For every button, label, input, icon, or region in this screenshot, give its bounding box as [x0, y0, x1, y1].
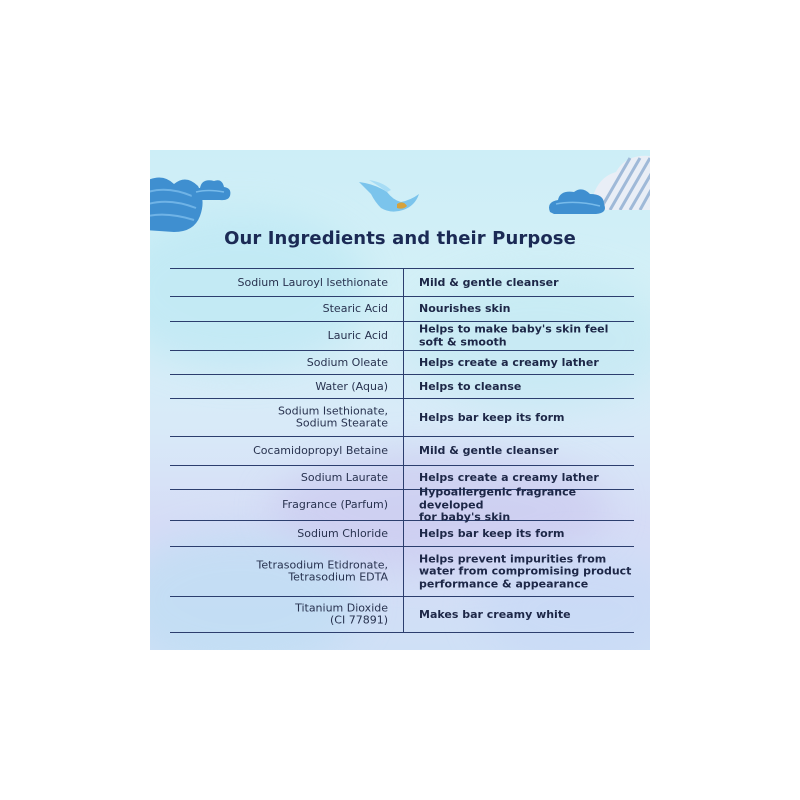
dove-bird-icon: [357, 180, 421, 214]
ingredient-purpose: Helps to make baby's skin feel soft & smooth: [419, 322, 609, 348]
column-divider: [403, 351, 404, 374]
ingredient-purpose: Hypoallergenic fragrance developed for baby's skin: [419, 485, 577, 524]
ingredient-name: Sodium Laurate: [300, 470, 388, 484]
ingredient-name: Titanium Dioxide (CI 77891): [295, 601, 388, 627]
ingredient-purpose: Nourishes skin: [419, 301, 511, 315]
ingredient-purpose: Mild & gentle cleanser: [419, 275, 559, 289]
table-row: [170, 547, 634, 597]
ingredient-purpose: Helps bar keep its form: [419, 410, 565, 424]
ingredient-purpose: Helps prevent impurities from water from compromising product performance & appearance: [419, 551, 632, 590]
ingredient-name: Sodium Isethionate, Sodium Stearate: [277, 404, 388, 430]
ingredient-purpose: Helps create a creamy lather: [419, 470, 599, 484]
ingredient-name: Fragrance (Parfum): [282, 497, 388, 511]
ingredient-purpose: Helps to cleanse: [419, 379, 522, 393]
ingredient-name: Lauric Acid: [327, 328, 388, 342]
table-row: [170, 485, 634, 524]
column-divider: [403, 375, 404, 398]
table-row: [170, 375, 634, 399]
ingredient-name: Sodium Oleate: [306, 355, 388, 369]
table-row: [170, 437, 634, 466]
ingredient-name: Cocamidopropyl Betaine: [253, 443, 388, 457]
ingredient-name: Sodium Chloride: [297, 526, 388, 540]
ingredient-purpose: Mild & gentle cleanser: [419, 443, 559, 457]
table-row: [170, 351, 634, 375]
column-divider: [403, 466, 404, 489]
column-divider: [403, 399, 404, 436]
ingredient-purpose: Helps create a creamy lather: [419, 355, 599, 369]
column-divider: [403, 322, 404, 350]
column-divider: [403, 269, 404, 296]
table-row: [170, 297, 634, 322]
ingredient-purpose: Helps bar keep its form: [419, 526, 565, 540]
table-row: [170, 521, 634, 547]
table-row: [170, 269, 634, 297]
page-title: Our Ingredients and their Purpose: [224, 228, 576, 249]
column-divider: [403, 297, 404, 321]
column-divider: [403, 547, 404, 596]
ingredient-purpose: Makes bar creamy white: [419, 607, 571, 621]
ingredient-name: Sodium Lauroyl Isethionate: [237, 275, 388, 289]
table-row: [170, 322, 634, 351]
column-divider: [403, 490, 404, 520]
ingredient-name: Water (Aqua): [315, 379, 388, 393]
ingredients-card: [150, 150, 650, 650]
cloud-icon: [546, 186, 610, 216]
table-row: [170, 597, 634, 633]
ingredient-name: Tetrasodium Etidronate, Tetrasodium EDTA: [256, 558, 388, 584]
ingredient-name: Stearic Acid: [322, 301, 388, 315]
column-divider: [403, 521, 404, 546]
table-row: [170, 399, 634, 437]
column-divider: [403, 597, 404, 632]
cloud-icon: [188, 176, 234, 204]
column-divider: [403, 437, 404, 465]
ingredients-table: [170, 268, 634, 633]
